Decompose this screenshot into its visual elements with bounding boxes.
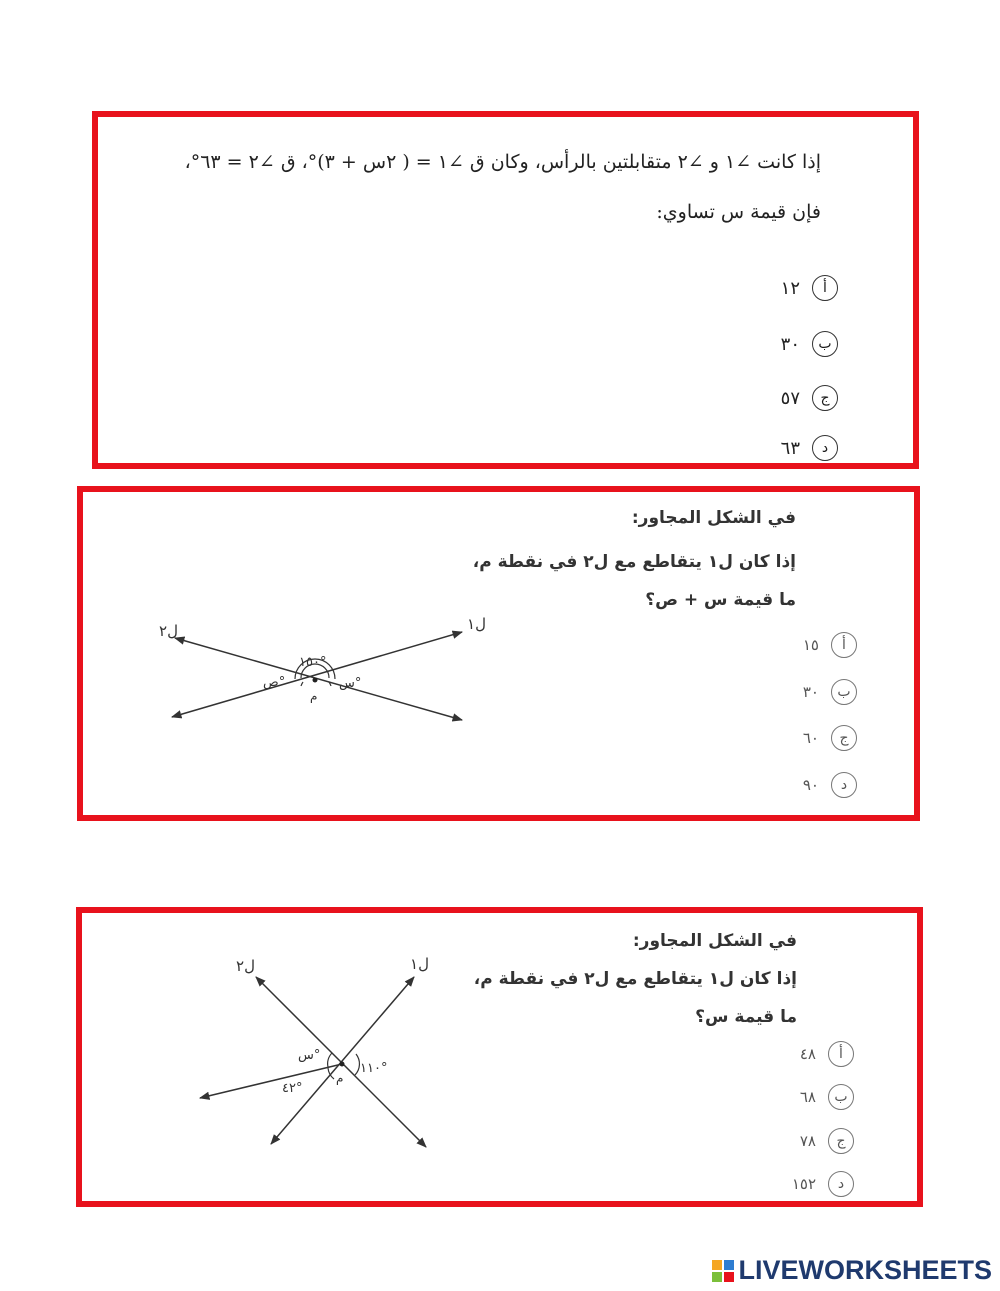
q3-point-label: م [336, 1071, 344, 1085]
q3-option-d-value: ١٥٢ [791, 1175, 816, 1193]
q1-prompt: فإن قيمة س تساوي: [656, 201, 821, 223]
q3-arc-right [355, 1054, 359, 1075]
q2-option-d-value: ٩٠ [802, 776, 819, 794]
q1-option-c-letter: ج [812, 385, 838, 411]
question-1-card [92, 111, 919, 469]
q3-label-l1: ل١ [410, 955, 429, 973]
q3-option-b-value: ٦٨ [799, 1088, 816, 1106]
q2-label-l1: ل١ [467, 615, 486, 633]
q2-angle-right: س° [339, 676, 362, 691]
q3-option-a-value: ٤٨ [799, 1045, 816, 1063]
q1-option-a-value: ١٢ [780, 277, 800, 299]
q2-angle-top: ١٥٠° [299, 655, 327, 670]
q3-line-l1 [271, 977, 414, 1144]
q2-line-l2 [175, 638, 462, 720]
q2-angle-left: ص° [263, 675, 286, 690]
q2-option-d[interactable] [759, 772, 857, 798]
q2-option-b[interactable] [759, 679, 857, 705]
q3-option-a-letter: أ [828, 1041, 854, 1067]
q2-heading: في الشكل المجاور: [631, 508, 796, 528]
q1-statement: إذا كانت ∠١ و ∠٢ متقابلتين بالرأس، وكان ق ∠١ = ( ٢س + ٣)°، ق ∠٢ = ٦٣°، [184, 151, 821, 173]
q3-option-a[interactable] [756, 1041, 854, 1067]
q2-option-d-letter: د [831, 772, 857, 798]
q3-arc-x [328, 1053, 332, 1067]
brand-name: LIVEWORKSHEETS [738, 1255, 992, 1285]
question-3-card [76, 907, 923, 1207]
q3-option-c-letter: ج [828, 1128, 854, 1154]
q2-option-c-value: ٦٠ [802, 729, 819, 747]
q2-option-b-value: ٣٠ [802, 683, 819, 701]
liveworksheets-logo[interactable] [712, 1255, 992, 1286]
q1-option-a-letter: أ [812, 275, 838, 301]
q3-heading: في الشكل المجاور: [632, 931, 797, 951]
q3-prompt: ما قيمة س؟ [695, 1007, 797, 1027]
q3-option-d[interactable] [756, 1171, 854, 1197]
question-2-card [77, 486, 920, 821]
q2-statement: إذا كان ل١ يتقاطع مع ل٢ في نقطة م، [472, 552, 796, 572]
q1-option-b-value: ٣٠ [780, 333, 800, 355]
q3-label-l2: ل٢ [236, 957, 255, 975]
q2-point-m [313, 678, 318, 683]
q1-option-d-value: ٦٣ [780, 437, 800, 459]
q2-arc-left [301, 682, 303, 686]
q2-point-label: م [310, 689, 318, 703]
q2-option-b-letter: ب [831, 679, 857, 705]
q3-point-m [340, 1062, 345, 1067]
q3-option-d-letter: د [828, 1171, 854, 1197]
q2-option-a-value: ١٥ [802, 636, 819, 654]
q3-option-b[interactable] [756, 1084, 854, 1110]
q3-angle-x: س° [298, 1048, 321, 1063]
q1-option-c[interactable] [740, 385, 838, 411]
q1-option-d[interactable] [740, 435, 838, 461]
q2-option-a[interactable] [759, 632, 857, 658]
q2-label-l2: ل٢ [159, 622, 178, 640]
logo-squares-icon [712, 1260, 734, 1282]
q3-option-b-letter: ب [828, 1084, 854, 1110]
q3-ray [200, 1064, 342, 1098]
q2-option-c-letter: ج [831, 725, 857, 751]
q1-option-b-letter: ب [812, 331, 838, 357]
q3-option-c[interactable] [756, 1128, 854, 1154]
q2-option-c[interactable] [759, 725, 857, 751]
q3-angle-bottom: ٤٢° [282, 1081, 303, 1096]
q2-line-l1 [172, 632, 462, 717]
q2-prompt: ما قيمة س + ص؟ [645, 590, 796, 610]
q3-angle-right: ١١٠° [360, 1061, 388, 1076]
q3-statement: إذا كان ل١ يتقاطع مع ل٢ في نقطة م، [473, 969, 797, 989]
q2-option-a-letter: أ [831, 632, 857, 658]
q1-option-a[interactable] [740, 275, 838, 301]
q1-option-b[interactable] [740, 331, 838, 357]
q3-option-c-value: ٧٨ [799, 1132, 816, 1150]
q1-option-c-value: ٥٧ [780, 387, 800, 409]
q1-option-d-letter: د [812, 435, 838, 461]
